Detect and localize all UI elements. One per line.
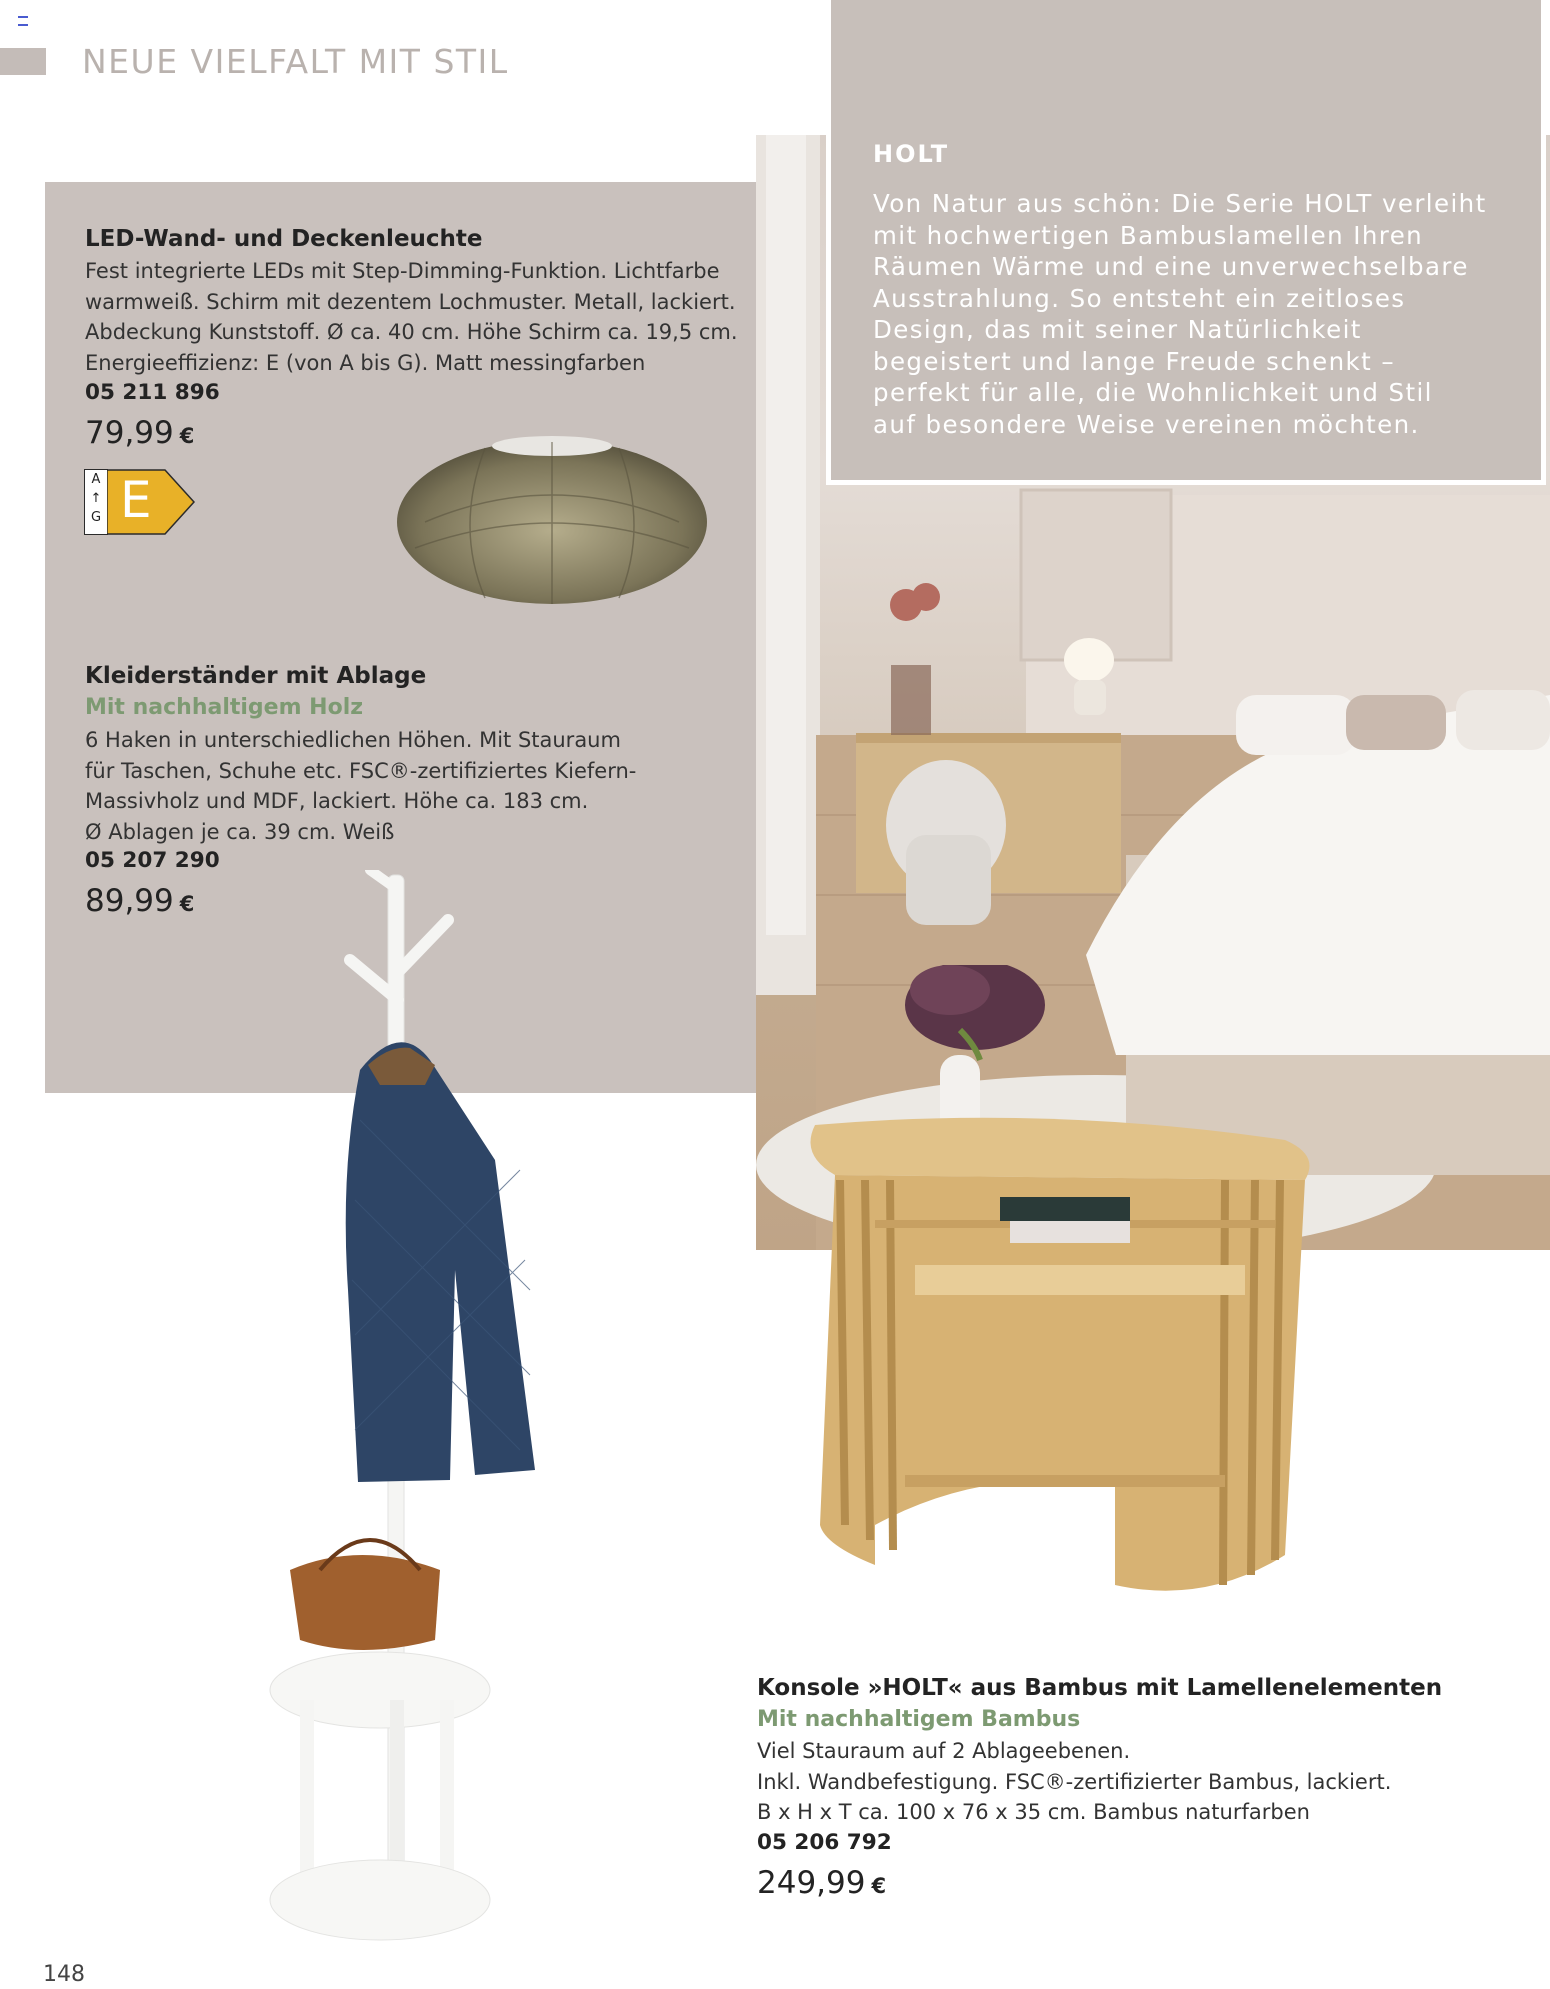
coat-stand-price-value: 89,99 (85, 883, 174, 919)
holt-line: Räumen Wärme und eine unverwechselbare (873, 252, 1469, 281)
coat-stand-description (85, 725, 636, 847)
console-subtitle: Mit nachhaltigem Bambus (757, 1707, 1081, 1732)
holt-description (873, 188, 1513, 440)
energy-scale (84, 469, 108, 535)
ceiling-lamp-image (395, 428, 710, 608)
holt-line: Design, das mit seiner Natürlichkeit (873, 315, 1362, 344)
console-desc-line: B x H x T ca. 100 x 76 x 35 cm. Bambus naturfarben (757, 1800, 1310, 1824)
coat-stand-image (260, 870, 560, 1960)
console-desc-line: Inkl. Wandbefestigung. FSC®-zertifizierter Bambus, lackiert. (757, 1769, 1392, 1794)
console-price-currency: € (871, 1874, 887, 1898)
lamp-description (85, 256, 738, 378)
coat-stand-title: Kleiderständer mit Ablage (85, 663, 427, 689)
menu-icon[interactable] (18, 16, 28, 26)
console-article-number: 05 206 792 (757, 1830, 892, 1855)
energy-scale-top: A (91, 472, 101, 487)
page-number: 148 (43, 1962, 85, 1987)
lamp-desc-line: Abdeckung Kunststoff. Ø ca. 40 cm. Höhe Schirm ca. 19,5 cm. (85, 320, 738, 344)
console-desc-line: Viel Stauraum auf 2 Ablageebenen. (757, 1739, 1131, 1763)
console-table-image (785, 965, 1320, 1615)
lamp-price-value: 79,99 (85, 415, 174, 451)
console-price (757, 1865, 886, 1901)
lamp-title: LED-Wand- und Deckenleuchte (85, 226, 483, 252)
coat-stand-desc-line: Massivholz und MDF, lackiert. Höhe ca. 183 cm. (85, 789, 589, 813)
energy-label (84, 469, 199, 535)
energy-class-letter: E (120, 471, 152, 529)
holt-line: mit hochwertigen Bambuslamellen Ihren (873, 220, 1424, 250)
header-accent-bar (0, 48, 46, 75)
coat-stand-article-number: 05 207 290 (85, 848, 220, 873)
console-price-value: 249,99 (757, 1865, 866, 1901)
coat-stand-desc-line: 6 Haken in unterschiedlichen Höhen. Mit Stauraum (85, 728, 621, 752)
coat-stand-desc-line: Ø Ablagen je ca. 39 cm. Weiß (85, 819, 395, 844)
lamp-desc-line: Energieeffizienz: E (von A bis G). Matt messingfarben (85, 350, 646, 375)
lamp-desc-line: warmweiß. Schirm mit dezentem Lochmuster. Metall, lackiert. (85, 289, 736, 314)
holt-line: perfekt für alle, die Wohnlichkeit und Stil (873, 378, 1433, 407)
page-title: NEUE VIELFALT MIT STIL (82, 42, 509, 81)
energy-scale-arrow: ↑ (90, 491, 102, 506)
lamp-article-number: 05 211 896 (85, 380, 220, 405)
console-description (757, 1736, 1391, 1828)
holt-line: begeistert und lange Freude schenkt – (873, 346, 1395, 376)
coat-stand-price (85, 883, 194, 919)
holt-line: auf besondere Weise vereinen möchten. (873, 409, 1420, 439)
holt-line: Von Natur aus schön: Die Serie HOLT verleiht (873, 189, 1487, 218)
coat-stand-price-currency: € (179, 892, 195, 916)
console-title: Konsole »HOLT« aus Bambus mit Lamellenelementen (757, 1675, 1443, 1701)
holt-heading: HOLT (873, 140, 950, 168)
lamp-desc-line: Fest integrierte LEDs mit Step-Dimming-Funktion. Lichtfarbe (85, 259, 720, 283)
coat-stand-subtitle: Mit nachhaltigem Holz (85, 695, 364, 720)
holt-line: Ausstrahlung. So entsteht ein zeitloses (873, 283, 1406, 313)
lamp-price-currency: € (179, 424, 195, 448)
lamp-price (85, 415, 194, 451)
energy-scale-bottom: G (90, 510, 102, 525)
coat-stand-desc-line: für Taschen, Schuhe etc. FSC®-zertifiziertes Kiefern- (85, 758, 637, 783)
